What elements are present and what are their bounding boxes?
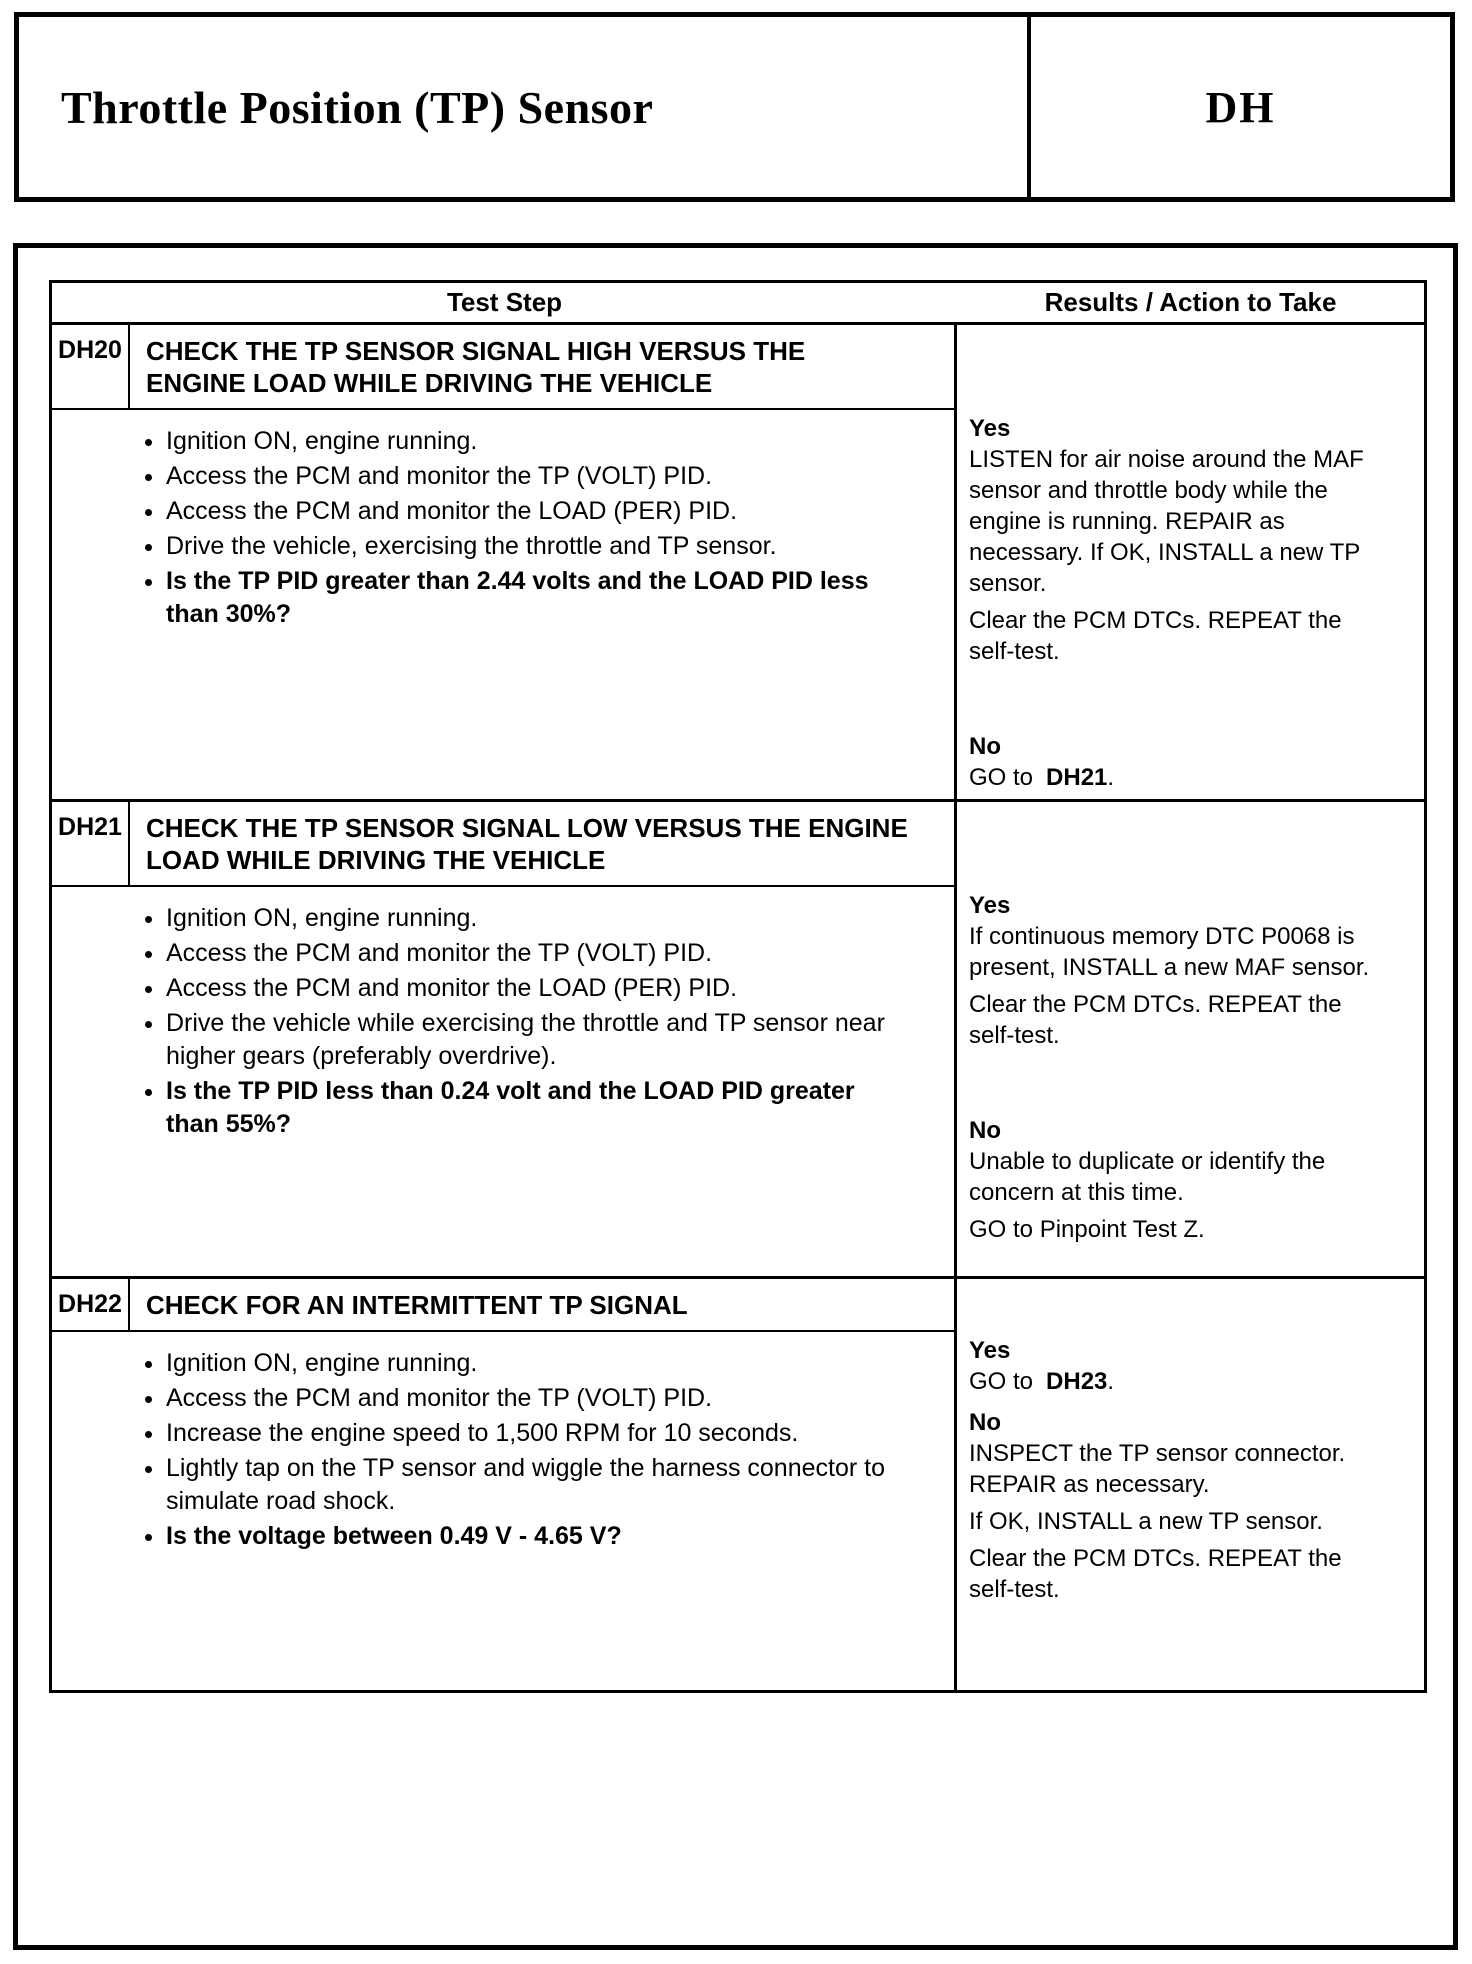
result-text: GO to Pinpoint Test Z.: [969, 1216, 1205, 1243]
content-frame: [13, 243, 1458, 1950]
test-step-cell: [52, 325, 957, 799]
instruction-item: • Drive the vehicle while exercising the throttle and TP sensor near higher gears (preferably overdrive).: [166, 1007, 896, 1073]
result-text: LISTEN for air noise around the MAF sensor and throttle body while the engine is running. REPAIR as necessary. If OK, INSTALL a new TP sensor.: [969, 446, 1364, 597]
step-code: DH21: [52, 802, 130, 885]
instruction-item: • Increase the engine speed to 1,500 RPM for 10 seconds.: [166, 1417, 896, 1450]
instruction-item: • Lightly tap on the TP sensor and wiggle the harness connector to simulate road shock.: [166, 1452, 896, 1518]
title-bar-right-cell: [1031, 17, 1450, 197]
step-question: • Is the TP PID less than 0.24 volt and the LOAD PID greater than 55%?: [166, 1075, 896, 1141]
goto-prefix: GO to: [969, 1368, 1034, 1395]
column-header-results: Results / Action to Take: [1044, 287, 1337, 317]
test-step-section-dh20: [52, 325, 1424, 799]
step-instructions: [52, 902, 954, 1141]
step-title: CHECK FOR AN INTERMITTENT TP SIGNAL: [146, 1290, 688, 1320]
instruction-item: • Access the PCM and monitor the TP (VOLT) PID.: [166, 937, 896, 970]
goto-target-step: DH21: [1046, 764, 1108, 791]
table-header-row: [52, 283, 1424, 325]
column-header-test-step: Test Step: [446, 287, 563, 317]
result-goto-line: [969, 1366, 1371, 1397]
result-text: Clear the PCM DTCs. REPEAT the self-test.: [969, 1545, 1342, 1603]
instruction-item: • Access the PCM and monitor the TP (VOLT) PID.: [166, 1382, 896, 1415]
test-step-section-dh22: [52, 1276, 1424, 1690]
step-instructions: [52, 425, 954, 631]
step-code: DH22: [52, 1279, 130, 1330]
result-yes-label: Yes: [969, 415, 1011, 442]
result-yes-label: Yes: [969, 1337, 1011, 1364]
pinpoint-test-table: [49, 280, 1427, 1693]
step-title-row: [52, 325, 954, 410]
result-no-label: No: [969, 1117, 1001, 1144]
result-goto-line: [969, 762, 1371, 793]
title-bar-left-cell: [19, 17, 1031, 197]
results-cell: [957, 1279, 1424, 1690]
instruction-item: • Ignition ON, engine running.: [166, 425, 896, 458]
goto-target-step: DH23: [1046, 1368, 1108, 1395]
result-text: Clear the PCM DTCs. REPEAT the self-test.: [969, 991, 1342, 1049]
instruction-item: • Access the PCM and monitor the LOAD (PER) PID.: [166, 495, 896, 528]
goto-suffix: .: [1107, 1368, 1115, 1395]
title-bar: [14, 12, 1455, 202]
result-text: If OK, INSTALL a new TP sensor.: [969, 1508, 1323, 1535]
result-text: Unable to duplicate or identify the concern at this time.: [969, 1148, 1326, 1206]
instruction-item: • Access the PCM and monitor the TP (VOLT) PID.: [166, 460, 896, 493]
result-text: Clear the PCM DTCs. REPEAT the self-test.: [969, 607, 1342, 665]
result-yes-label: Yes: [969, 892, 1011, 919]
step-question: • Is the TP PID greater than 2.44 volts and the LOAD PID less than 30%?: [166, 565, 896, 631]
page-title: Throttle Position (TP) Sensor: [61, 81, 654, 133]
test-step-section-dh21: [52, 799, 1424, 1276]
test-step-cell: [52, 1279, 957, 1690]
result-no-label: No: [969, 1409, 1001, 1436]
step-code: DH20: [52, 325, 130, 408]
result-text: If continuous memory DTC P0068 is present, INSTALL a new MAF sensor.: [969, 923, 1370, 981]
step-instructions: [52, 1347, 954, 1553]
results-cell: [957, 325, 1424, 799]
instruction-item: • Ignition ON, engine running.: [166, 902, 896, 935]
test-step-cell: [52, 802, 957, 1276]
instruction-item: • Ignition ON, engine running.: [166, 1347, 896, 1380]
result-no-label: No: [969, 733, 1001, 760]
step-title: CHECK THE TP SENSOR SIGNAL LOW VERSUS THE ENGINE LOAD WHILE DRIVING THE VEHICLE: [146, 813, 908, 875]
instruction-item: • Access the PCM and monitor the LOAD (PER) PID.: [166, 972, 896, 1005]
step-question: • Is the voltage between 0.49 V - 4.65 V?: [166, 1520, 896, 1553]
goto-suffix: .: [1107, 764, 1115, 791]
pinpoint-test-code: DH: [1205, 82, 1276, 132]
results-cell: [957, 802, 1424, 1276]
result-text: INSPECT the TP sensor connector. REPAIR as necessary.: [969, 1440, 1346, 1498]
instruction-item: • Drive the vehicle, exercising the throttle and TP sensor.: [166, 530, 896, 563]
step-title: CHECK THE TP SENSOR SIGNAL HIGH VERSUS THE ENGINE LOAD WHILE DRIVING THE VEHICLE: [146, 336, 806, 398]
step-title-row: [52, 802, 954, 887]
step-title-row: [52, 1279, 954, 1332]
goto-prefix: GO to: [969, 764, 1034, 791]
